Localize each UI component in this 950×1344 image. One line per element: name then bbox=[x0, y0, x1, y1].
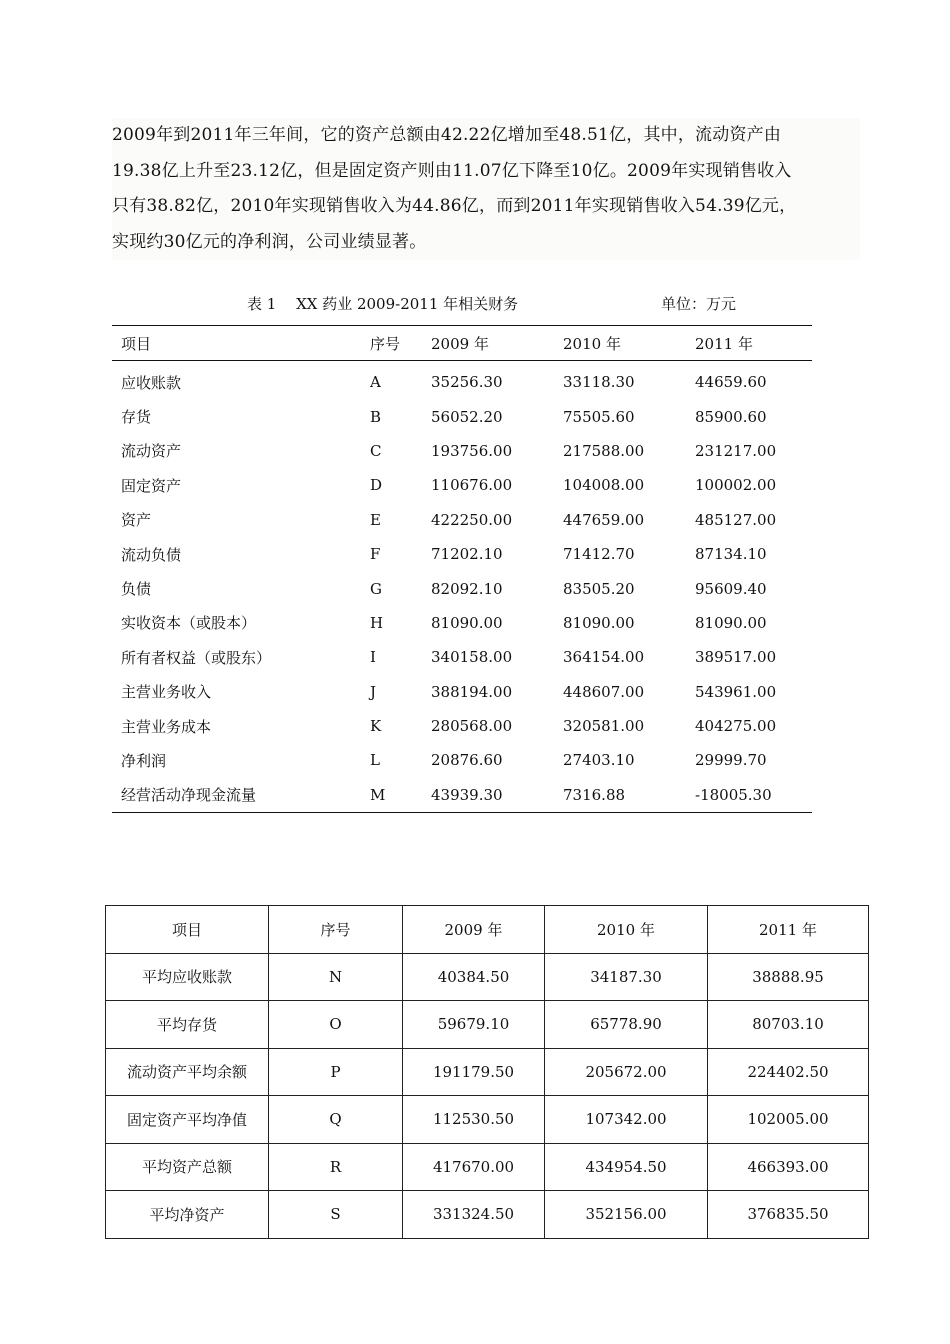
table-row bbox=[112, 361, 812, 400]
table1-unit: 单位：万元 bbox=[661, 295, 737, 313]
cell-code: M bbox=[370, 785, 386, 804]
header-item: 项目 bbox=[106, 906, 269, 954]
cell-2010: 7316.88 bbox=[563, 785, 626, 804]
cell-2011: 80703.10 bbox=[708, 1001, 869, 1049]
cell-2009: 340158.00 bbox=[431, 648, 513, 667]
cell-2010: 107342.00 bbox=[545, 1096, 708, 1144]
cell-code: K bbox=[370, 717, 382, 736]
cell-2011: 102005.00 bbox=[708, 1096, 869, 1144]
cell-2011: 95609.40 bbox=[695, 579, 767, 598]
cell-2010: 352156.00 bbox=[545, 1191, 708, 1239]
cell-2009: 81090.00 bbox=[431, 613, 503, 632]
cell-item: 固定资产 bbox=[121, 476, 182, 495]
cell-2009: 388194.00 bbox=[431, 682, 513, 701]
cell-2009: 417670.00 bbox=[403, 1143, 545, 1191]
cell-code: O bbox=[269, 1001, 403, 1049]
table-row bbox=[112, 743, 812, 777]
cell-2010: 65778.90 bbox=[545, 1001, 708, 1049]
cell-2011: 29999.70 bbox=[695, 751, 767, 770]
cell-2011: 224402.50 bbox=[708, 1048, 869, 1096]
cell-item: 平均应收账款 bbox=[106, 953, 269, 1001]
cell-2011: -18005.30 bbox=[695, 785, 772, 804]
cell-2009: 112530.50 bbox=[403, 1096, 545, 1144]
cell-2009: 35256.30 bbox=[431, 373, 503, 392]
cell-2010: 81090.00 bbox=[563, 613, 635, 632]
cell-item: 流动资产 bbox=[121, 442, 182, 461]
cell-2010: 34187.30 bbox=[545, 953, 708, 1001]
header-2009: 2009 年 bbox=[422, 326, 554, 361]
table-row bbox=[106, 1096, 869, 1144]
cell-2009: 193756.00 bbox=[431, 441, 513, 460]
cell-2010: 434954.50 bbox=[545, 1143, 708, 1191]
table-row bbox=[112, 503, 812, 537]
intro-paragraph bbox=[112, 118, 860, 260]
table-row bbox=[112, 468, 812, 502]
header-2010: 2010 年 bbox=[545, 906, 708, 954]
table-row bbox=[106, 1048, 869, 1096]
cell-2011: 376835.50 bbox=[708, 1191, 869, 1239]
cell-2011: 466393.00 bbox=[708, 1143, 869, 1191]
cell-item: 存货 bbox=[121, 408, 152, 427]
header-code: 序号 bbox=[361, 326, 422, 361]
cell-item: 流动资产平均余额 bbox=[106, 1048, 269, 1096]
cell-item: 流动负债 bbox=[121, 545, 182, 564]
cell-2010: 448607.00 bbox=[563, 682, 645, 701]
cell-2011: 85900.60 bbox=[695, 407, 767, 426]
cell-code: Q bbox=[269, 1096, 403, 1144]
table-row bbox=[112, 675, 812, 709]
cell-item: 应收账款 bbox=[121, 373, 182, 392]
cell-code: F bbox=[370, 545, 381, 564]
cell-2009: 331324.50 bbox=[403, 1191, 545, 1239]
paragraph-line: 19.38亿上升至23.12亿，但是固定资产则由11.07亿下降至10亿。2009年实现销售收入 bbox=[112, 160, 792, 181]
cell-2010: 83505.20 bbox=[563, 579, 635, 598]
cell-item: 主营业务收入 bbox=[121, 683, 212, 702]
cell-2010: 364154.00 bbox=[563, 648, 645, 667]
table-row bbox=[112, 434, 812, 468]
cell-item: 平均净资产 bbox=[106, 1191, 269, 1239]
cell-code: R bbox=[269, 1143, 403, 1191]
cell-2011: 231217.00 bbox=[695, 441, 777, 460]
cell-2011: 485127.00 bbox=[695, 510, 777, 529]
cell-2009: 71202.10 bbox=[431, 545, 503, 564]
cell-code: J bbox=[370, 682, 377, 701]
table-header-row bbox=[106, 906, 869, 954]
cell-item: 平均存货 bbox=[106, 1001, 269, 1049]
header-2009: 2009 年 bbox=[403, 906, 545, 954]
paragraph-line: 实现约30亿元的净利润，公司业绩显著。 bbox=[112, 231, 427, 252]
table-row bbox=[112, 709, 812, 743]
cell-2009: 20876.60 bbox=[431, 751, 503, 770]
cell-code: G bbox=[370, 579, 382, 598]
table-row bbox=[106, 1001, 869, 1049]
cell-2010: 205672.00 bbox=[545, 1048, 708, 1096]
cell-code: H bbox=[370, 613, 384, 632]
cell-2011: 389517.00 bbox=[695, 648, 777, 667]
table-row bbox=[112, 778, 812, 813]
financial-table bbox=[112, 325, 812, 813]
table-row bbox=[112, 640, 812, 674]
cell-code: I bbox=[370, 648, 376, 667]
cell-item: 实收资本（或股本） bbox=[121, 614, 257, 633]
cell-code: D bbox=[370, 476, 383, 495]
cell-code: A bbox=[370, 373, 381, 392]
cell-2010: 33118.30 bbox=[563, 373, 635, 392]
header-item: 项目 bbox=[112, 326, 361, 361]
cell-2010: 71412.70 bbox=[563, 545, 635, 564]
cell-code: C bbox=[370, 441, 382, 460]
cell-item: 固定资产平均净值 bbox=[106, 1096, 269, 1144]
cell-2009: 56052.20 bbox=[431, 407, 503, 426]
cell-2011: 81090.00 bbox=[695, 613, 767, 632]
cell-2009: 422250.00 bbox=[431, 510, 513, 529]
table-header-row bbox=[112, 326, 812, 361]
cell-code: E bbox=[370, 510, 381, 529]
cell-2010: 217588.00 bbox=[563, 441, 645, 460]
paragraph-line: 只有38.82亿，2010年实现销售收入为44.86亿，而到2011年实现销售收入54.39亿元， bbox=[112, 196, 797, 216]
table-row bbox=[112, 537, 812, 571]
cell-item: 主营业务成本 bbox=[121, 717, 212, 736]
average-table bbox=[105, 905, 869, 1239]
cell-2009: 191179.50 bbox=[403, 1048, 545, 1096]
header-code: 序号 bbox=[269, 906, 403, 954]
cell-2011: 404275.00 bbox=[695, 717, 777, 736]
cell-2009: 43939.30 bbox=[431, 785, 503, 804]
cell-item: 经营活动净现金流量 bbox=[121, 786, 257, 805]
cell-item: 负债 bbox=[121, 580, 152, 599]
table-row bbox=[112, 399, 812, 433]
cell-2009: 280568.00 bbox=[431, 717, 513, 736]
table-row bbox=[106, 1143, 869, 1191]
cell-2011: 44659.60 bbox=[695, 373, 767, 392]
cell-2010: 447659.00 bbox=[563, 510, 645, 529]
cell-item: 净利润 bbox=[121, 751, 167, 770]
cell-2009: 59679.10 bbox=[403, 1001, 545, 1049]
table-row bbox=[112, 571, 812, 605]
cell-item: 平均资产总额 bbox=[106, 1143, 269, 1191]
cell-code: N bbox=[269, 953, 403, 1001]
cell-2011: 543961.00 bbox=[695, 682, 777, 701]
cell-code: P bbox=[269, 1048, 403, 1096]
cell-2009: 110676.00 bbox=[431, 476, 513, 495]
table1-title: 表 1 XX 药业 2009-2011 年相关财务 bbox=[247, 295, 519, 313]
cell-code: B bbox=[370, 407, 382, 426]
cell-2010: 75505.60 bbox=[563, 407, 635, 426]
cell-item: 资产 bbox=[121, 511, 152, 530]
cell-2010: 320581.00 bbox=[563, 717, 645, 736]
header-2010: 2010 年 bbox=[554, 326, 686, 361]
cell-2011: 38888.95 bbox=[708, 953, 869, 1001]
cell-2010: 27403.10 bbox=[563, 751, 635, 770]
header-2011: 2011 年 bbox=[708, 906, 869, 954]
cell-code: L bbox=[370, 751, 380, 770]
cell-code: S bbox=[269, 1191, 403, 1239]
header-2011: 2011 年 bbox=[686, 326, 812, 361]
cell-2010: 104008.00 bbox=[563, 476, 645, 495]
cell-2011: 87134.10 bbox=[695, 545, 767, 564]
cell-item: 所有者权益（或股东） bbox=[121, 648, 272, 667]
cell-2009: 82092.10 bbox=[431, 579, 503, 598]
table-row bbox=[106, 1191, 869, 1239]
cell-2009: 40384.50 bbox=[403, 953, 545, 1001]
table-row bbox=[106, 953, 869, 1001]
table-row bbox=[112, 606, 812, 640]
paragraph-line: 2009年到2011年三年间，它的资产总额由42.22亿增加至48.51亿，其中，流动资产由 bbox=[112, 125, 782, 145]
cell-2011: 100002.00 bbox=[695, 476, 777, 495]
